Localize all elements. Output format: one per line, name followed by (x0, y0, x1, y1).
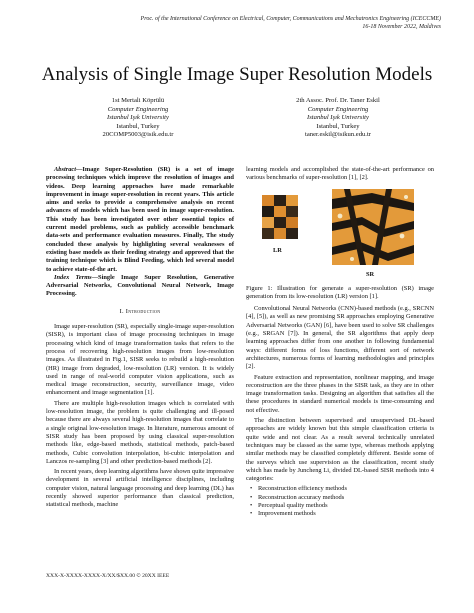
author-name: 1st Mertali Köprülü (111, 97, 165, 104)
paragraph: Feature extraction and representation, nonlinear mapping, and image reconstruction are the three phases in the SISR task, as they are in other image transformation tasks. Designing an algorithm that satisfies all the these procedures in standard numerical models is time-consuming and not effective. (246, 373, 434, 414)
author-block-1 (53, 97, 223, 140)
author-institution: Istanbul Işık University (107, 114, 169, 122)
section-heading-introduction: I. Introduction (119, 307, 161, 315)
index-terms (46, 274, 234, 299)
conference-line: Proc. of the International Conference on Electrical, Computer, Communications and Mechatronics Engineering (ICECCME) (140, 16, 441, 22)
author-email: taner.eskil@isikun.edu.tr (305, 131, 371, 139)
figure-1 (246, 189, 434, 281)
paragraph: There are multiple high-resolution images which is correlated with low-resolution image, the problem is quite challenging and ill-posed because there are always several high-resolution images that correlate to a single original low-resolution image. In literature, numerous amount of SISR study has been proposed by using classical super-resolution methods like, edge-based methods, statistical methods, patch-based methods, Cubic convolution interpolation, bi-cubic interpolation and Lanczos re-sampling [3] and other prediction-based methods [2]. (46, 399, 234, 465)
copyright-footer: XXX-X-XXXX-XXXX-X/XX/$XX.00 © 20XX IEEE (46, 573, 170, 579)
abstract-lead: Abstract (54, 166, 77, 173)
figure-caption: Figure 1: Illustration for generate a super-resolution (SR) image generation from its low-resolution (LR) version [1]. (246, 284, 434, 300)
author-email: 20COMP5003@isik.edu.tr (102, 131, 174, 139)
index-terms-text: —Single Image Super Resolution, Generative Adversarial Networks, Convolutional Neural Network, Image Processing. (46, 273, 235, 298)
left-column (46, 166, 234, 512)
lr-butterfly-image (262, 195, 298, 239)
paragraph: In recent years, deep learning algorithms have shown quite impressive development in several artificial intelligence disciplines, including computer vision, natural language processing and deep learning (DL) has recently showed superior performance than classical prediction, statistical methods, machine (46, 468, 234, 509)
abstract (46, 166, 234, 274)
author-institution: Istanbul Işık University (307, 114, 369, 122)
conference-date: 16-18 November 2022, Maldives (362, 24, 441, 30)
paragraph: Convolutional Neural Networks (CNN)-based methods (e.g., SRCNN [4], [5]), as well as new promising SR approaches employing Generative Adversarial Networks (GAN) [6], have been used to solve SR challenges (e.g., SRGAN [7]). In general, the SR algorithms that apply deep learning approaches differ from one another in following fundamental ways: different forms of loss functions, different sort of network architectures, numerous forms of learning methodologies and principles [2]. (246, 305, 434, 371)
author-location: Istanbul, Turkey (316, 122, 360, 130)
figure-label-sr: SR (366, 270, 375, 278)
list-item: • Reconstruction accuracy methods (258, 494, 434, 502)
author-role: Computer Engineering (107, 105, 169, 113)
author-role: Computer Engineering (307, 105, 369, 113)
author-block-2 (253, 97, 423, 140)
right-column (246, 166, 434, 519)
list-item: • Perceptual quality methods (258, 502, 434, 510)
list-item: • Improvement methods (258, 510, 434, 518)
author-location: Istanbul, Turkey (116, 122, 160, 130)
author-name: 2th Assoc. Prof. Dr. Taner Eskil (296, 97, 380, 104)
paragraph: The distinction between supervised and unsupervised DL-based approaches are widely known but this simple classification criteria is quite wide and not clear. As a result several technically unrelated techniques may be classed as the same type, whereas methods applying similar methods may be classified completely different. Beside some of the surveys which use supervision as the classification, recent study which has made by Juncheng Li, divided DL-based SISR methods into 4 categories: (246, 417, 434, 483)
list-item: • Reconstruction efficiency methods (258, 485, 434, 493)
methods-list (246, 485, 434, 518)
sr-image-graphic (332, 189, 414, 265)
paragraph-continued: learning models and accomplished the state-of-the-art performance on various benchmarks of super-resolution [1], [2]. (246, 166, 434, 182)
abstract-text: —Image Super-Resolution (SR) is a set of image processing techniques which improve the resolution of images and videos. Deep learning approaches have made remarkable improvement in image super-resolution in recent years. This article aims and seeks to provide a comprehensive analysis on recent advances of models which has been used in image super-resolution. This study has been investigated over other essential topics of current model problems, such as publicly accessible benchmark data-sets and performance evaluation measures. Finally, The study concluded these analysis by highlighting several weaknesses of existing base models as their feeding strategy and approved that the training technique which is Blind Feeding, which led several model to achieve state-of-the art. (46, 166, 234, 273)
paragraph: Image super-resolution (SR), especially single-image super-resolution (SISR), is important class of image processing techniques in image processing which kind of image transformation tasks that refers to the process of recovering high-resolution images from low-resolution images. As illustrated in Fig.1, SISR seeks to rebuild a high-resolution (HR) image from degraded, low-resolution (LR) version. It is widely used in range of real-world computer vision applications, such as medical image reconstruction, security, surveillance image, video enhancement and image segmentation [1]. (46, 323, 234, 397)
index-terms-lead: Index Terms (54, 273, 92, 281)
paper-title: Analysis of Single Image Super Resolution Models (41, 64, 433, 85)
sr-butterfly-image (332, 189, 414, 265)
lr-image-graphic (262, 195, 298, 239)
conference-header (141, 15, 441, 31)
figure-label-lr: LR (273, 246, 282, 254)
